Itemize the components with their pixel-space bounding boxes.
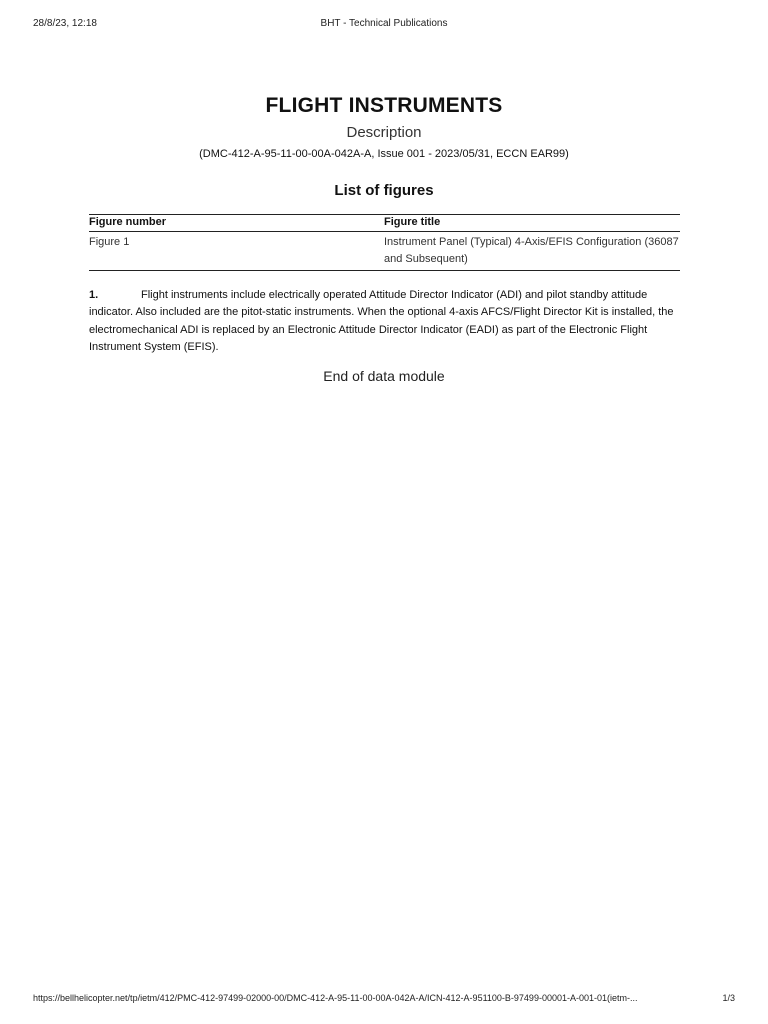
page-subtitle: Description: [346, 124, 422, 141]
table-row[interactable]: [89, 232, 680, 271]
figure-title-cell[interactable]: Instrument Panel (Typical) 4-Axis/EFIS Configuration (36087 and Subsequent): [384, 232, 680, 271]
print-page-number: 1/3: [722, 993, 735, 1003]
print-footer-url: https://bellhelicopter.net/tp/ietm/412/PMC-412-97499-02000-00/DMC-412-A-95-11-00-00A-042A-A/ICN-412-A-951100-B-97499-00001-A-001-01(ietm-...: [33, 993, 638, 1003]
end-of-data-module: End of data module: [323, 368, 445, 384]
figure-number-cell[interactable]: Figure 1: [89, 232, 384, 271]
table-header-row: [89, 215, 680, 232]
paragraph-1: [89, 287, 689, 356]
paragraph-text: Flight instruments include electrically operated Attitude Director Indicator (ADI) and pilot standby attitude indicator. Also included are the pitot-static instruments. When the optional 4-axis AFCS/Flight Director Kit is installed, the electromechanical ADI is replaced by an Electronic Attitude Director Indicator (EADI) as part of the Electronic Flight Instrument System (EFIS).: [89, 289, 674, 353]
figures-table: [89, 214, 680, 271]
document-meta: (DMC-412-A-95-11-00-00A-042A-A, Issue 001 - 2023/05/31, ECCN EAR99): [199, 148, 569, 160]
print-datetime: 28/8/23, 12:18: [33, 18, 97, 29]
list-of-figures-heading: List of figures: [334, 182, 434, 199]
print-site-title: BHT - Technical Publications: [320, 18, 448, 29]
column-header-figure-number: Figure number: [89, 215, 384, 232]
paragraph-number: 1.: [89, 289, 99, 301]
page-title: FLIGHT INSTRUMENTS: [265, 94, 503, 117]
column-header-figure-title: Figure title: [384, 215, 680, 232]
